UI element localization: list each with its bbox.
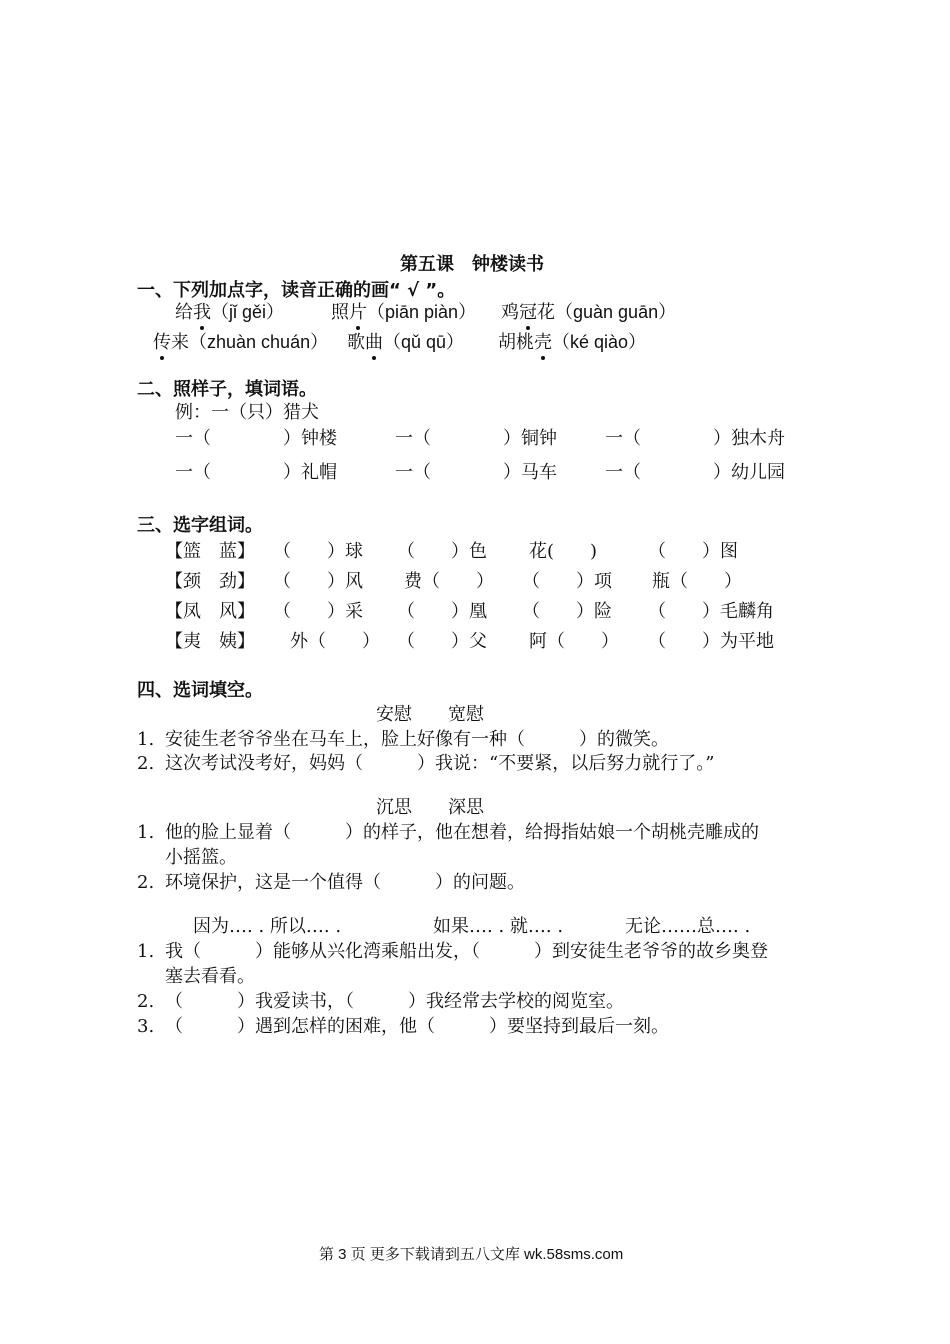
word-item xyxy=(153,333,328,352)
question-number: 1. xyxy=(137,822,155,843)
question-number: 2. xyxy=(137,991,155,1012)
pinyin-options: （jǐ gěi） xyxy=(211,302,285,322)
fill-item: （ ）凰 xyxy=(397,601,487,622)
question-text: 我（ ）能够从兴化湾乘船出发，（ ）到安徒生老爷爷的故乡奥登 xyxy=(165,941,768,962)
word-text: 鸡 xyxy=(501,302,519,323)
word-choices: 安慰 宽慰 xyxy=(376,704,484,725)
question-text-continued: 小摇篮。 xyxy=(165,847,237,868)
fill-item: 一（ ）铜钟 xyxy=(395,428,557,449)
fill-item: （ ）图 xyxy=(648,541,738,562)
example-text: 例：一（只）猎犬 xyxy=(175,402,319,423)
word-choices: 沉思 深思 xyxy=(376,797,484,818)
word-text: 照 xyxy=(331,302,349,323)
fill-item: （ ）父 xyxy=(397,631,487,652)
fill-item: （ ）险 xyxy=(522,601,612,622)
pinyin-options: （piān piàn） xyxy=(367,302,477,322)
word-item xyxy=(175,303,284,322)
word-choice: 无论……总…. . xyxy=(625,916,751,937)
dotted-char: 片 xyxy=(349,302,367,323)
question-text-continued: 塞去看看。 xyxy=(165,966,255,987)
fill-item: （ ）为平地 xyxy=(648,631,774,652)
question-text: 他的脸上显着（ ）的样子，他在想着，给拇指姑娘一个胡桃壳雕成的 xyxy=(165,822,759,843)
section-4-heading: 四、选词填空。 xyxy=(137,680,263,701)
word-choice: 因为…. . 所以…. . xyxy=(193,916,342,937)
fill-item: 一（ ）幼儿园 xyxy=(605,462,785,483)
page-title: 第五课 钟楼读书 xyxy=(400,254,544,275)
pinyin-options: （zhuàn chuán） xyxy=(189,332,329,352)
char-pair: 【篮 蓝】 xyxy=(165,541,255,562)
word-text: 来 xyxy=(171,332,189,353)
word-text: 胡桃 xyxy=(498,332,534,353)
question-text: 这次考试没考好，妈妈（ ）我说：“不要紧，以后努力就行了。” xyxy=(165,753,715,774)
question-number: 2. xyxy=(137,753,155,774)
fill-item: （ ）球 xyxy=(273,541,363,562)
question-text: （ ）我爱读书，（ ）我经常去学校的阅览室。 xyxy=(165,991,624,1012)
fill-item: （ ）风 xyxy=(273,571,363,592)
pinyin-options: （guàn guān） xyxy=(555,302,677,322)
word-text: 歌 xyxy=(347,332,365,353)
char-pair: 【夷 姨】 xyxy=(165,631,255,652)
char-pair: 【颈 劲】 xyxy=(165,571,255,592)
word-item xyxy=(331,303,476,322)
question-text: （ ）遇到怎样的困难，他（ ）要坚持到最后一刻。 xyxy=(165,1016,669,1037)
question-number: 2. xyxy=(137,872,155,893)
fill-item: 阿（ ） xyxy=(529,631,619,652)
fill-item: （ ）毛麟角 xyxy=(648,601,774,622)
question-text: 环境保护，这是一个值得（ ）的问题。 xyxy=(165,872,525,893)
question-number: 1. xyxy=(137,729,155,750)
word-text: 花 xyxy=(537,302,555,323)
page-footer: 第 3 页 更多下载请到五八文库 wk.58sms.com xyxy=(319,1246,624,1263)
word-text: 给 xyxy=(175,302,193,323)
fill-item: （ ）色 xyxy=(397,541,487,562)
fill-item: 一（ ）钟楼 xyxy=(175,428,337,449)
char-pair: 【凤 风】 xyxy=(165,601,255,622)
section-3-heading: 三、选字组词。 xyxy=(137,515,263,536)
fill-item: 一（ ）礼帽 xyxy=(175,462,337,483)
fill-item: 费（ ） xyxy=(404,571,494,592)
section-1-heading: 一、下列加点字，读音正确的画“ √ ”。 xyxy=(137,280,456,301)
question-text: 安徒生老爷爷坐在马车上，脸上好像有一种（ ）的微笑。 xyxy=(165,729,669,750)
fill-item: 一（ ）马车 xyxy=(395,462,557,483)
word-item xyxy=(501,303,676,322)
fill-item: （ ）采 xyxy=(273,601,363,622)
fill-item: 一（ ）独木舟 xyxy=(605,428,785,449)
dotted-char: 冠 xyxy=(519,302,537,323)
fill-item: （ ）项 xyxy=(522,571,612,592)
fill-item: 花( ) xyxy=(529,541,598,562)
dotted-char: 我 xyxy=(193,302,211,323)
pinyin-options: （ké qiào） xyxy=(552,332,647,352)
dotted-char: 壳 xyxy=(534,332,552,353)
word-item xyxy=(498,333,646,352)
section-2-heading: 二、照样子，填词语。 xyxy=(137,379,317,400)
question-number: 1. xyxy=(137,941,155,962)
fill-item: 瓶（ ） xyxy=(652,571,742,592)
word-choice: 如果…. . 就…. . xyxy=(433,916,564,937)
dotted-char: 曲 xyxy=(365,332,383,353)
fill-item: 外（ ） xyxy=(290,631,380,652)
word-item xyxy=(347,333,464,352)
question-number: 3. xyxy=(137,1016,155,1037)
pinyin-options: （qǔ qū） xyxy=(383,332,465,352)
dotted-char: 传 xyxy=(153,332,171,353)
